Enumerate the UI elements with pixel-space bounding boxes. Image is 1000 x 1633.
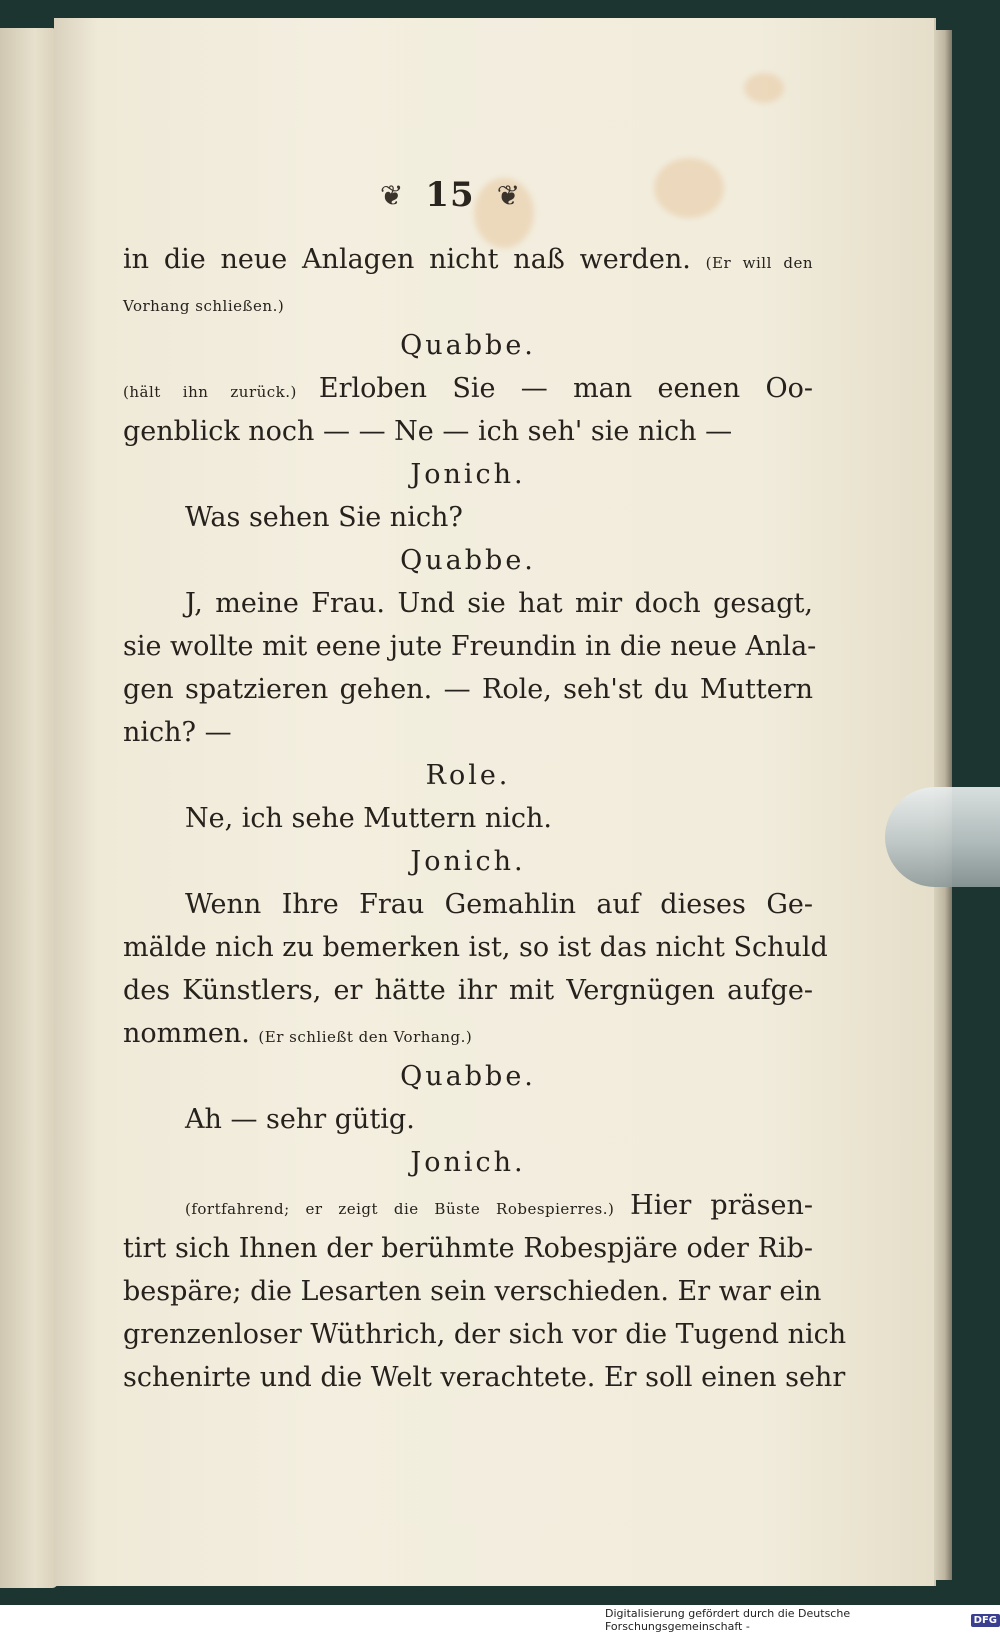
line-text: genblick noch — — Ne — ich seh' sie nich — xyxy=(123,416,733,447)
line-text: Was sehen Sie nich? xyxy=(185,502,463,533)
line-text: bespäre; die Lesarten sein verschieden. Er war ein xyxy=(123,1276,822,1307)
line-text: Quabbe. xyxy=(400,1061,536,1092)
speaker-name xyxy=(123,324,813,367)
line-text: Wenn Ihre Frau Gemahlin auf dieses Ge- xyxy=(185,889,813,920)
text-line xyxy=(123,668,813,711)
line-text: des Künstlers, er hätte ihr mit Vergnügen aufge- xyxy=(123,975,813,1006)
stain xyxy=(654,158,724,218)
text-line xyxy=(123,281,813,324)
page-header xyxy=(360,170,540,220)
line-text: Quabbe. xyxy=(400,330,536,361)
footer xyxy=(605,1607,1000,1633)
speaker-name xyxy=(123,1055,813,1098)
text-line xyxy=(123,238,813,281)
line-text: in die neue Anlagen nicht naß werden. xyxy=(123,244,706,275)
text-line xyxy=(123,1270,822,1313)
text-line xyxy=(123,1184,813,1227)
text-line xyxy=(123,1313,847,1356)
page-number: 15 xyxy=(425,175,475,215)
text-line xyxy=(123,926,828,969)
text-line xyxy=(123,625,817,668)
line-text: Jonich. xyxy=(410,1147,526,1178)
stage-direction: Vorhang schließen.) xyxy=(123,297,285,315)
speaker-name xyxy=(123,1141,813,1184)
speaker-name xyxy=(123,754,813,797)
text-body xyxy=(123,238,847,1399)
text-line xyxy=(123,582,813,625)
text-line xyxy=(123,969,813,1012)
text-line xyxy=(123,496,813,539)
line-text: J, meine Frau. Und sie hat mir doch gesagt, xyxy=(185,588,813,619)
footer-credit: Digitalisierung gefördert durch die Deutsche Forschungsgemeinschaft - xyxy=(605,1607,851,1633)
line-text: gen spatzieren gehen. — Role, seh'st du Muttern xyxy=(123,674,813,705)
line-text: Jonich. xyxy=(410,846,526,877)
stage-direction: (fortfahrend; er zeigt die Büste Robespierres.) xyxy=(185,1200,631,1218)
dfg-logo: DFG xyxy=(971,1614,1000,1627)
line-text: mälde nich zu bemerken ist, so ist das nicht Schuld xyxy=(123,932,828,963)
line-text: nommen. xyxy=(123,1018,259,1049)
line-text: sie wollte mit eene jute Freundin in die neue Anla- xyxy=(123,631,817,662)
stage-direction: (Er will den xyxy=(705,254,813,272)
ornament-left-icon: ❦ xyxy=(379,178,404,212)
line-text: Hier präsen- xyxy=(630,1190,813,1221)
speaker-name xyxy=(123,453,813,496)
text-line xyxy=(123,410,813,453)
line-text: Ah — sehr gütig. xyxy=(185,1104,415,1135)
line-text: Ne, ich sehe Muttern nich. xyxy=(185,803,552,834)
line-text: grenzenloser Wüthrich, der sich vor die Tugend nich xyxy=(123,1319,847,1350)
line-text: Jonich. xyxy=(410,459,526,490)
line-text: tirt sich Ihnen der berühmte Robespjäre oder Rib- xyxy=(123,1233,813,1264)
text-line xyxy=(123,367,813,410)
speaker-name xyxy=(123,840,813,883)
line-text: schenirte und die Welt verachtete. Er soll einen sehr xyxy=(123,1362,846,1393)
text-line xyxy=(123,1098,813,1141)
text-line xyxy=(123,1356,846,1399)
stage-direction: (hält ihn zurück.) xyxy=(123,383,319,401)
text-line xyxy=(123,1012,813,1055)
speaker-name xyxy=(123,539,813,582)
ornament-right-icon: ❦ xyxy=(496,178,521,212)
stain xyxy=(744,73,784,103)
text-line xyxy=(123,883,813,926)
facing-page-edge xyxy=(0,28,58,1588)
line-text: Role. xyxy=(425,760,511,791)
page-clip xyxy=(885,787,1000,887)
stage-direction: (Er schließt den Vorhang.) xyxy=(258,1028,473,1046)
text-line xyxy=(123,1227,813,1270)
line-text: Quabbe. xyxy=(400,545,536,576)
text-line xyxy=(123,711,813,754)
line-text: Erloben Sie — man eenen Oo- xyxy=(318,373,814,404)
line-text: nich? — xyxy=(123,717,232,748)
text-line xyxy=(123,797,813,840)
